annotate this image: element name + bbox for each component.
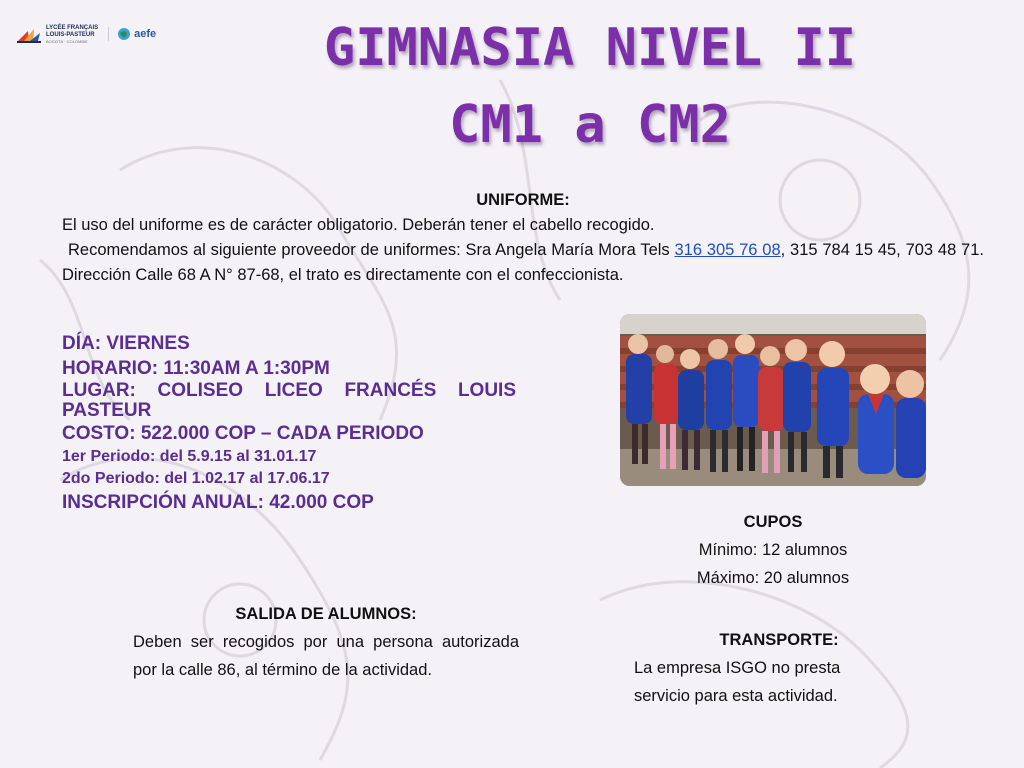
lycee-francais-logo [16,23,98,45]
info-registration: INSCRIPCIÓN ANUAL: 42.000 COP [62,492,374,513]
lycee-book-icon [16,23,42,45]
uniform-heading: UNIFORME: [476,191,570,209]
info-day: DÍA: VIERNES [62,333,190,354]
uniform-supplier-text-end: , 315 784 15 45, 703 48 71. Dirección Calle 68 A N° 87-68, el trato es directamente con el confeccionista. [62,241,984,284]
pickup-text: Deben ser recogidos por una persona autorizada por la calle 86, al término de la actividad. [133,633,519,679]
uniform-supplier [62,238,984,288]
lycee-city: BOGOTÁ · COLOMBIE [46,38,88,44]
uniform-requirement: El uso del uniforme es de carácter obligatorio. Deberán tener el cabello recogido. [62,216,655,234]
transport-line-2: servicio para esta actividad. [634,687,838,705]
pickup-heading: SALIDA DE ALUMNOS: [235,605,417,623]
schedule-info [62,331,516,515]
info-cost: COSTO: 522.000 COP – CADA PERIODO [62,423,424,444]
info-period-2: 2do Periodo: del 1.02.17 al 17.06.17 [62,470,330,487]
gymnasts-photo [620,314,926,486]
aefe-text: aefe [134,28,157,40]
info-schedule: HORARIO: 11:30AM A 1:30PM [62,358,330,379]
lycee-name-line1: LYCÉE FRANÇAIS [46,24,99,31]
aefe-logo [108,27,156,41]
uniform-section [62,188,984,288]
capacity-section [660,508,886,592]
capacity-min: Mínimo: 12 alumnos [698,541,848,559]
page-title: GIMNASIA NIVEL II [323,18,857,78]
transport-heading: TRANSPORTE: [719,631,839,649]
transport-section [634,626,924,710]
globe-icon [117,27,131,41]
capacity-max: Máximo: 20 alumnos [696,569,850,587]
transport-line-1: La empresa ISGO no presta [634,659,841,677]
gymnasts-photo-image [620,314,926,486]
uniform-supplier-text: Recomendamos al siguiente proveedor de uniformes: Sra Angela María Mora Tels [68,241,675,259]
info-location: LUGAR: COLISEO LICEO FRANCÉS LOUIS PASTEUR [62,380,516,421]
page-subtitle: CM1 a CM2 [449,95,731,155]
info-period-1: 1er Periodo: del 5.9.15 al 31.01.17 [62,448,317,465]
supplier-phone-link[interactable]: 316 305 76 08 [674,241,781,259]
pickup-section [133,600,519,684]
lycee-name-line2: LOUIS-PASTEUR [46,31,95,38]
capacity-heading: CUPOS [743,513,803,531]
